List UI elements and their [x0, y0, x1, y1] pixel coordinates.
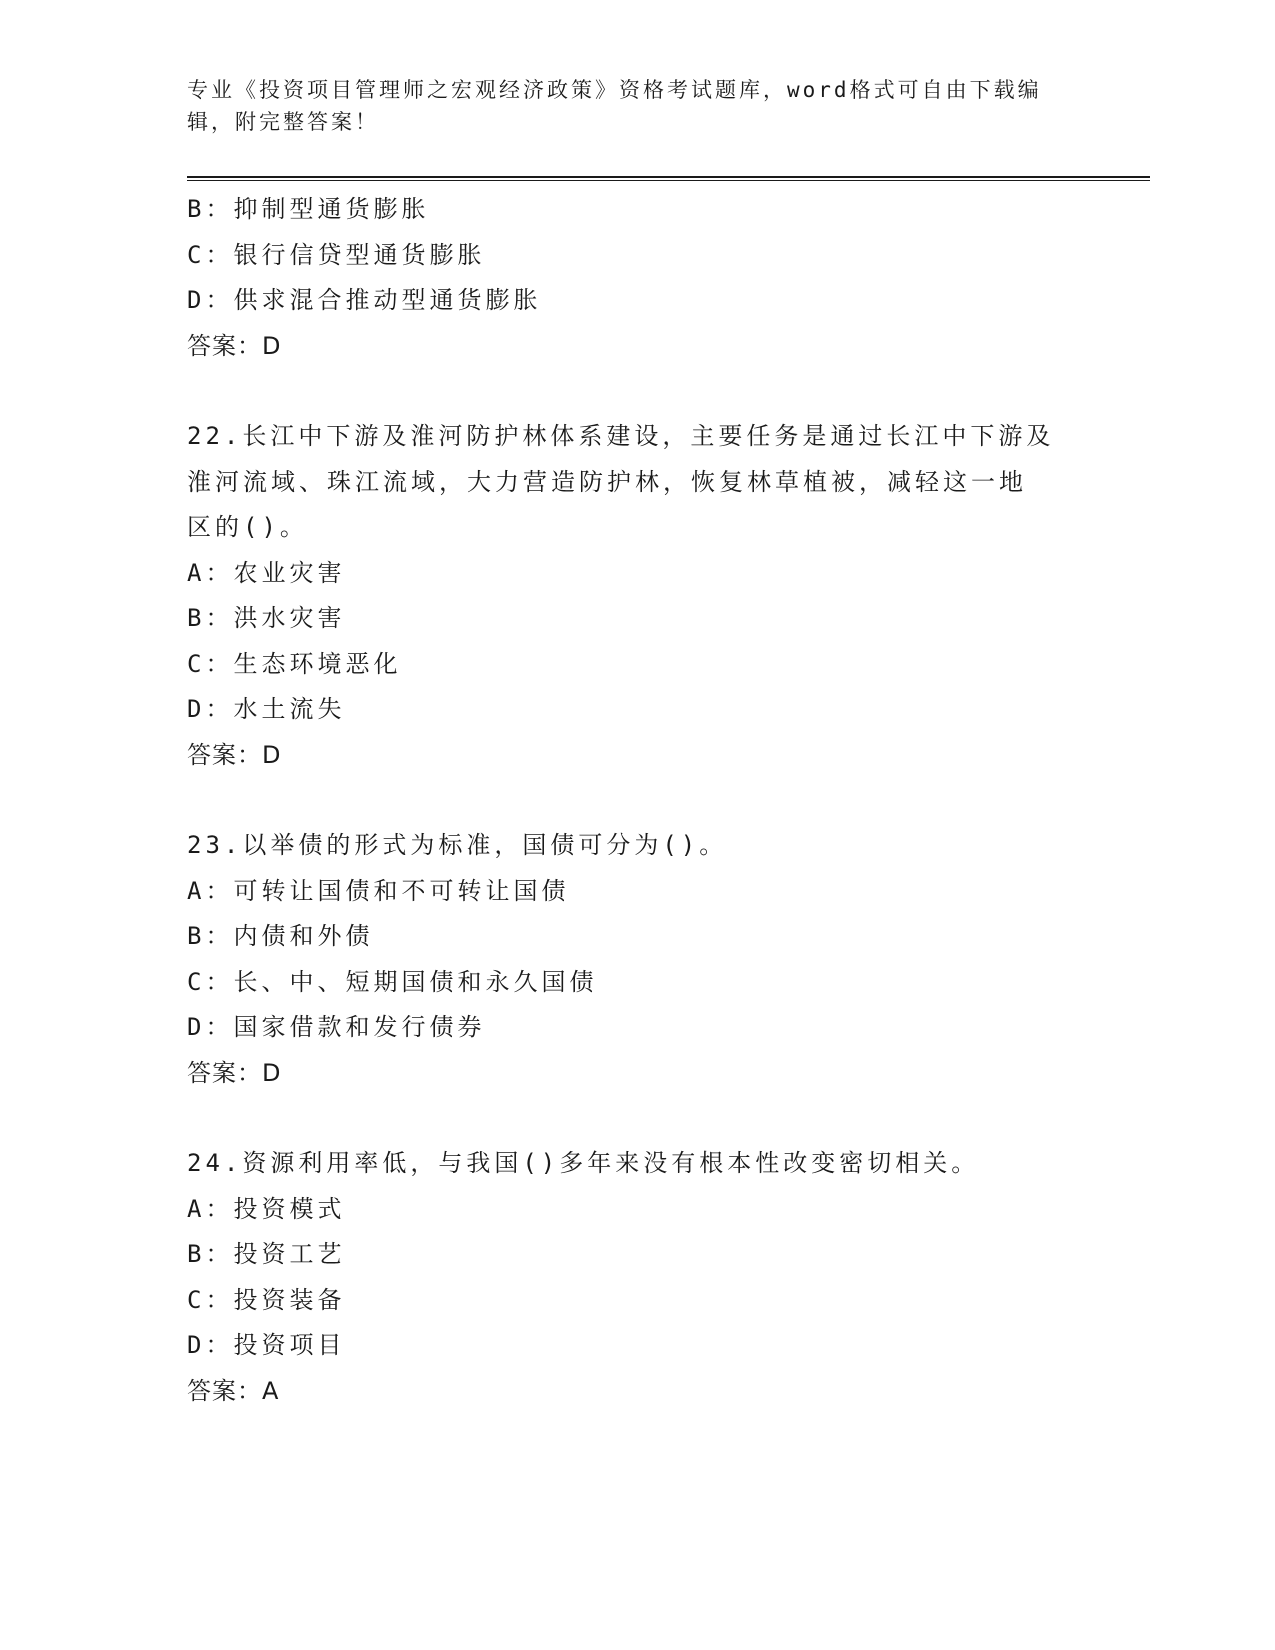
option-a: A：可转让国债和不可转让国债 — [187, 876, 570, 905]
option-d: D：国家借款和发行债券 — [187, 1013, 486, 1041]
option-a: A：投资模式 — [187, 1194, 346, 1223]
question-stem: 24.资源利用率低，与我国()多年来没有根本性改变密切相关。 — [187, 1149, 980, 1177]
option-d: D：水土流失 — [187, 695, 346, 723]
question-stem: 22.长江中下游及淮河防护林体系建设，主要任务是通过长江中下游及 — [187, 422, 1055, 450]
spacer — [187, 369, 1087, 414]
answer: 答案：D — [187, 331, 282, 360]
spacer — [187, 778, 1087, 823]
question-stem: 区的()。 — [187, 513, 308, 541]
option-b: B：洪水灾害 — [187, 604, 346, 632]
option-c: C：银行信贷型通货膨胀 — [187, 240, 486, 269]
option-c: C：投资装备 — [187, 1285, 346, 1314]
question-stem: 淮河流域、珠江流域，大力营造防护林，恢复林草植被，减轻这一地 — [187, 467, 1027, 496]
option-b: B：内债和外债 — [187, 922, 374, 950]
option-c: C：生态环境恶化 — [187, 649, 402, 678]
question-21-continued — [187, 187, 1087, 369]
option-c: C：长、中、短期国债和永久国债 — [187, 967, 598, 996]
question-list — [187, 187, 1087, 1414]
option-a: A：农业灾害 — [187, 558, 346, 587]
spacer — [187, 1096, 1087, 1141]
question-24 — [187, 1141, 1087, 1414]
document-header: 专业《投资项目管理师之宏观经济政策》资格考试题库，word格式可自由下载编辑，附完整答案！ — [187, 78, 1042, 134]
answer: 答案：A — [187, 1376, 280, 1405]
header-divider — [187, 176, 1150, 181]
answer: 答案：D — [187, 1058, 282, 1087]
option-d: D：投资项目 — [187, 1331, 346, 1359]
question-stem: 23.以举债的形式为标准，国债可分为()。 — [187, 831, 728, 859]
answer: 答案：D — [187, 740, 282, 769]
option-b: B：抑制型通货膨胀 — [187, 195, 430, 223]
question-23 — [187, 823, 1087, 1096]
question-22 — [187, 414, 1087, 778]
option-d: D：供求混合推动型通货膨胀 — [187, 286, 542, 314]
option-b: B：投资工艺 — [187, 1240, 346, 1268]
